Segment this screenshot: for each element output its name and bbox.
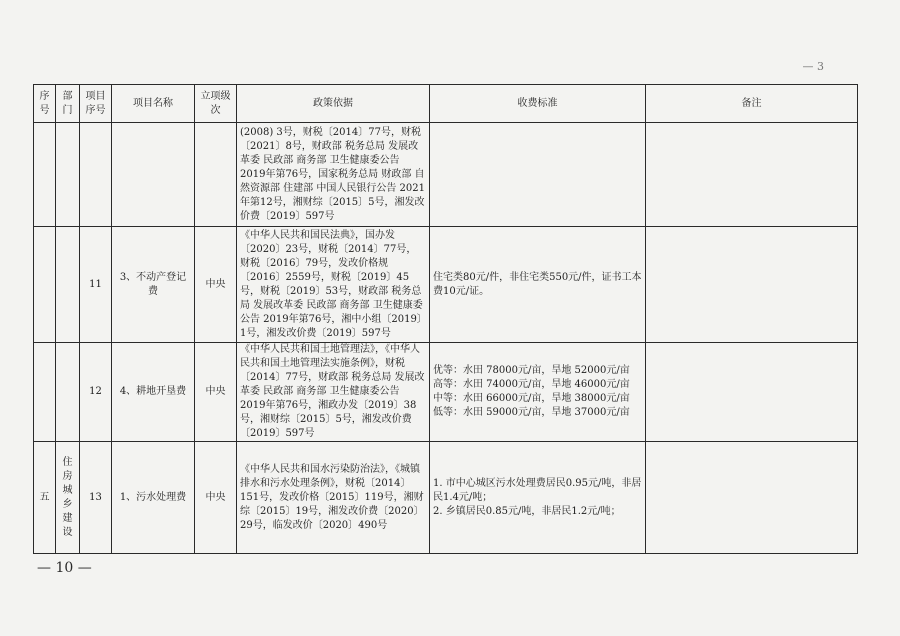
page-number: — 10 — xyxy=(37,560,92,576)
fee-line: 1. 市中心城区污水处理费居民0.95元/吨，非居民1.4元/吨； xyxy=(433,477,642,503)
fee-line: 2. 乡镇居民0.85元/吨，非居民1.2元/吨； xyxy=(433,505,621,517)
header-seq: 序号 xyxy=(34,85,56,123)
level-cell: 中央 xyxy=(195,343,237,442)
seq-cell xyxy=(34,123,56,227)
table-row xyxy=(34,442,858,554)
seq-cell xyxy=(34,343,56,442)
fee-cell xyxy=(430,123,646,227)
policy-cell: (2008) 3号，财税〔2014〕77号，财税〔2021〕8号，财政部 税务总局 发展改革委 民政部 商务部 卫生健康委公告 2019年第76号，国家税务总局 财政部 自然资源部 住建部 中国人民银行公告 2021年第12号，湘财综〔2015〕5号，湘发改价费〔2019〕597号 xyxy=(237,123,430,227)
item-seq-cell: 12 xyxy=(80,343,112,442)
table-row xyxy=(34,123,858,227)
level-cell: 中央 xyxy=(195,442,237,554)
item-seq-cell: 11 xyxy=(80,227,112,343)
header-fee: 收费标准 xyxy=(430,85,646,123)
level-cell: 中央 xyxy=(195,227,237,343)
header-note: 备注 xyxy=(646,85,858,123)
item-seq-cell xyxy=(80,123,112,227)
header-dept: 部门 xyxy=(56,85,80,123)
table-row xyxy=(34,227,858,343)
note-cell xyxy=(646,343,858,442)
policy-cell: 《中华人民共和国民法典》，国办发〔2020〕23号，财税〔2014〕77号，财税〔2016〕79号，发改价格规〔2016〕2559号，财税〔2019〕45号，财税〔2019〕53号，财政部 税务总局 发展改革委 民政部 商务部 卫生健康委公告 2019年第76号，湘中小组〔2019〕1号，湘发改价费〔2019〕597号 xyxy=(237,227,430,343)
fee-line: 低等：水田 59000元/亩，旱地 37000元/亩 xyxy=(433,407,630,418)
item-name-cell: 4、耕地开垦费 xyxy=(112,343,195,442)
fee-line: 优等：水田 78000元/亩，旱地 52000元/亩 xyxy=(433,365,630,376)
dept-cell xyxy=(56,123,80,227)
fee-cell xyxy=(430,442,646,554)
item-name-cell: 3、不动产登记费 xyxy=(112,227,195,343)
table-row xyxy=(34,343,858,442)
item-name-cell: 1、污水处理费 xyxy=(112,442,195,554)
header-item-seq: 项目序号 xyxy=(80,85,112,123)
header-policy: 政策依据 xyxy=(237,85,430,123)
header-item-name: 项目名称 xyxy=(112,85,195,123)
header-level: 立项级次 xyxy=(195,85,237,123)
page-mark-top: — 3 xyxy=(802,60,824,73)
fee-cell xyxy=(430,343,646,442)
fee-table xyxy=(33,84,858,554)
header-row xyxy=(34,85,858,123)
policy-cell: 《中华人民共和国土地管理法》，《中华人民共和国土地管理法实施条例》，财税〔2014〕77号，财政部 税务总局 发展改革委 民政部 商务部 卫生健康委公告 2019年第76号，湘政办发〔2019〕38号，湘财综〔2015〕5号，湘发改价费〔2019〕597号 xyxy=(237,343,430,442)
dept-cell xyxy=(56,343,80,442)
policy-cell: 《中华人民共和国水污染防治法》，《城镇排水和污水处理条例》，财税〔2014〕151号，发改价格〔2015〕119号，湘财综〔2015〕19号，湘发改价费〔2020〕29号，临发改价〔2020〕490号 xyxy=(237,442,430,554)
item-name-cell xyxy=(112,123,195,227)
dept-cell xyxy=(56,442,80,554)
level-cell xyxy=(195,123,237,227)
item-seq-cell: 13 xyxy=(80,442,112,554)
fee-cell: 住宅类80元/件，非住宅类550元/件，证书工本费10元/证。 xyxy=(430,227,646,343)
dept-text: 住房城乡建设 xyxy=(62,456,73,538)
dept-cell xyxy=(56,227,80,343)
fee-line: 中等：水田 66000元/亩，旱地 38000元/亩 xyxy=(433,393,630,404)
note-cell xyxy=(646,442,858,554)
fee-line: 高等：水田 74000元/亩，旱地 46000元/亩 xyxy=(433,379,630,390)
note-cell xyxy=(646,123,858,227)
seq-cell xyxy=(34,227,56,343)
note-cell xyxy=(646,227,858,343)
seq-cell: 五 xyxy=(34,442,56,554)
